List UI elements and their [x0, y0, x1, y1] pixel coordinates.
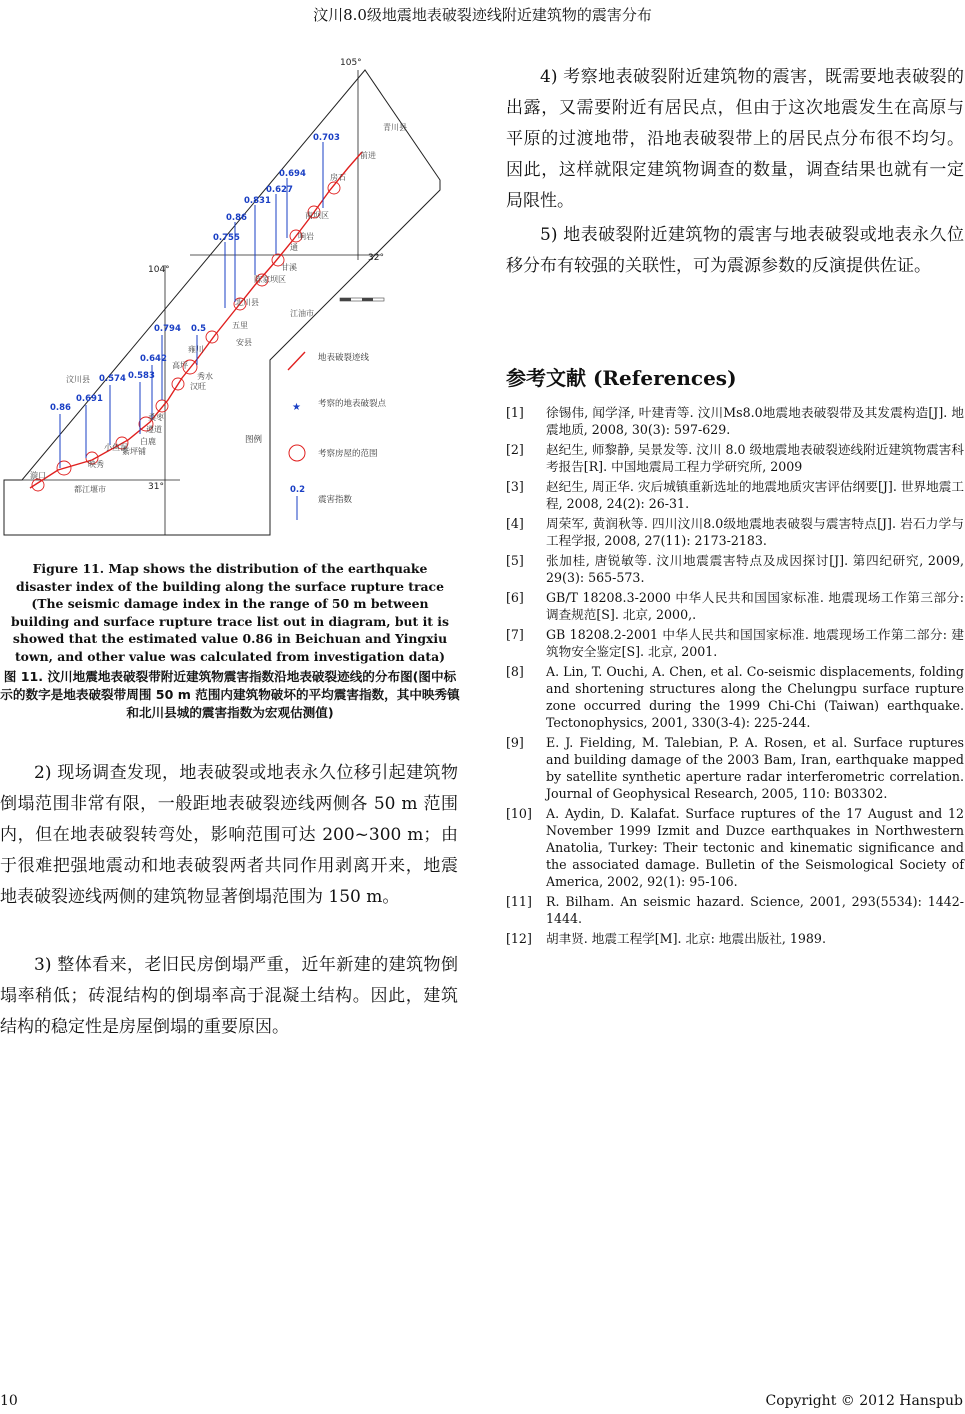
- map-legend: [245, 352, 387, 535]
- reference-item: [9] E. J. Fielding, M. Talebian, P. A. Rosen, et al. Surface ruptures and building damage of the 2003 Bam, Iran, earthquake mapped by satellite synthetic aperture radar interferometric correlation. Journal of Geophysical Research, 2005, 110: B03302.: [506, 735, 964, 801]
- place-label: 紫坪铺: [122, 447, 146, 456]
- map-frame: [4, 70, 440, 535]
- place-label: 甘溪: [281, 263, 297, 272]
- index-value: 0.831: [244, 196, 271, 206]
- legend-title-text: 图例: [245, 435, 263, 445]
- reference-item: [6] GB/T 18208.3-2000 中华人民共和国国家标准. 地震现场工作第三部分: 调查规范[S]. 北京, 2000,.: [506, 590, 964, 622]
- index-value: 0.627: [266, 185, 293, 195]
- place-label: 北川县: [235, 298, 259, 307]
- place-labels: [30, 122, 407, 494]
- rupture-trace: [30, 152, 362, 488]
- place-label: 五里: [232, 321, 248, 330]
- legend-area: 考察房屋的范围: [318, 449, 378, 459]
- coord-104: 104°: [148, 265, 170, 275]
- index-value: 0.755: [213, 233, 240, 243]
- running-head: 汶川8.0级地震地表破裂迹线附近建筑物的震害分布: [313, 6, 652, 24]
- place-label: 秀水: [197, 372, 213, 381]
- reference-item: [8] A. Lin, T. Ouchi, A. Chen, et al. Co-seismic displacements, folding and shortening structures along the Chelungpu surface rupture zone occurred during the 1999 Chi-Chi (Taiwan) earthquake. Tectonophysics, 2001, 330(3-4): 225-244.: [506, 664, 964, 730]
- body-paragraph: 3) 整体看来，老旧民房倒塌严重，近年新建的建筑物倒塌率稍低；砖混结构的倒塌率高于混凝土结构。因此，建筑结构的稳定性是房屋倒塌的重要原因。: [0, 955, 458, 1037]
- index-value: 0.5: [191, 324, 207, 334]
- reference-item: [1] 徐锡伟, 闻学泽, 叶建青等. 汶川Ms8.0地震地表破裂带及其发震构造[J]. 地震地质, 2008, 30(3): 597-629.: [506, 405, 964, 437]
- coord-32: 32°: [368, 253, 384, 263]
- index-value: 0.691: [76, 394, 103, 404]
- index-value: 0.574: [99, 374, 126, 384]
- reference-item: [2] 赵纪生, 师黎静, 吴景发等. 汶川 8.0 级地震地表破裂迹线附近建筑物震害科考报告[R]. 中国地震局工程力学研究所, 2009: [506, 442, 964, 474]
- star-icon: ★: [292, 402, 301, 413]
- place-label: 桑枣: [148, 413, 164, 422]
- place-label: 通: [290, 243, 298, 252]
- references-title: 参考文献 (References): [506, 366, 737, 390]
- place-label: 南坝区: [305, 211, 329, 220]
- reference-item: [3] 赵纪生, 周正华. 灾后城镇重新选址的地震地质灾害评估纲要[J]. 世界地震工程, 2008, 24(2): 26-31.: [506, 479, 964, 511]
- place-label: 小鱼洞: [104, 443, 128, 452]
- reference-item: [12] 胡聿贤. 地震工程学[M]. 北京: 地震出版社, 1989.: [506, 931, 826, 946]
- rupture-map: [0, 40, 460, 545]
- index-value: 0.703: [313, 133, 340, 143]
- place-label: 遵道: [146, 425, 162, 434]
- place-label: 青川县: [383, 123, 407, 132]
- index-value: 0.583: [128, 371, 155, 381]
- scale-bar: [340, 298, 384, 301]
- index-value: 0.642: [140, 354, 167, 364]
- place-label: 江油市: [290, 309, 314, 318]
- coord-31: 31°: [148, 482, 164, 492]
- place-label: 白鹿: [140, 437, 156, 446]
- reference-item: [5] 张加桂, 唐锐敏等. 汶川地震震害特点及成因探讨[J]. 第四纪研究, 2009, 29(3): 565-573.: [506, 553, 964, 585]
- legend-index: 震害指数: [318, 495, 353, 505]
- copyright: Copyright © 2012 Hanspub: [765, 1393, 963, 1409]
- index-value: 0.86: [50, 403, 71, 413]
- place-label: 雍川: [188, 345, 204, 354]
- index-value: 0.794: [154, 324, 181, 334]
- place-label: 前进: [360, 151, 376, 160]
- page-number: 10: [0, 1393, 18, 1409]
- place-label: 汉旺: [190, 382, 206, 391]
- reference-item: [7] GB 18208.2-2001 中华人民共和国国家标准. 地震现场工作第二部分: 建筑物安全鉴定[S]. 北京, 2001.: [506, 627, 964, 659]
- body-paragraph: 2) 现场调查发现，地表破裂或地表永久位移引起建筑物倒塌范围非常有限，一般距地表破裂迹线两侧各 50 m 范围内，但在地表破裂转弯处，影响范围可达 200~300 m；由于很难把强地震动和地表破裂两者共同作用剥离开来，地震地表破裂迹线两侧的建筑物显著倒塌范围为 150 m。: [0, 763, 458, 907]
- references-list: [506, 404, 964, 950]
- legend-sample-value: 0.2: [290, 485, 306, 495]
- place-label: 陈家坝区: [254, 275, 286, 284]
- figure-caption-zh: 图 11. 汶川地震地表破裂带附近建筑物震害指数沿地表破裂迹线的分布图(图中标示的数字是地表破裂带周围 50 m 范围内建筑物破坏的平均震害指数，其中映秀镇和北川县城的震害指数为宏观估测值): [0, 669, 460, 720]
- body-paragraph: 4) 考察地表破裂附近建筑物的震害，既需要地表破裂的出露，又需要附近有居民点，但由于这次地震发生在高原与平原的过渡地带，沿地表破裂带上的居民点分布很不均匀。因此，这样就限定建筑物调查的数量，调查结果也就有一定局限性。: [506, 67, 964, 211]
- coord-105: 105°: [340, 58, 362, 68]
- place-label: 房石: [330, 173, 346, 182]
- place-label: 安县: [236, 338, 252, 347]
- legend-title: [245, 434, 263, 445]
- place-label: 都江堰市: [74, 485, 106, 494]
- place-label: 高坪: [172, 361, 188, 370]
- place-label: 响岩: [298, 232, 314, 241]
- reference-item: [11] R. Bilham. An seismic hazard. Science, 2001, 293(5534): 1442-1444.: [506, 894, 964, 926]
- legend-point: 考察的地表破裂点: [318, 399, 387, 409]
- index-value: 0.694: [279, 169, 306, 179]
- index-value: 0.86: [226, 213, 247, 223]
- place-label: 汶川县: [66, 375, 90, 384]
- figure-caption-en: Figure 11. Map shows the distribution of the earthquake disaster index of the building along the surface rupture trace (The seismic damage index in the range of 50 m between building and surface rupture trace list out in diagram, but it is showed that the estimated value 0.86 in Beichuan and Yingxiu town, and other value was calculated from investigation data): [10, 561, 449, 664]
- place-label: 映秀: [88, 460, 104, 469]
- reference-item: [10] A. Aydin, D. Kalafat. Surface ruptures of the 17 August and 12 November 1999 Izmit and Duzce earthquakes in Northwestern Anatolia, Turkey: Their tectonic and kinematic significance and the associated damage. Bulletin of the Seismological Society of America, 2002, 92(1): 95-106.: [506, 806, 964, 889]
- body-paragraph: 5) 地表破裂附近建筑物的震害与地表破裂或地表永久位移分布有较强的关联性，可为震源参数的反演提供佐证。: [506, 225, 964, 276]
- place-label: 漩口: [30, 471, 46, 480]
- reference-item: [4] 周荣军, 黄润秋等. 四川汶川8.0级地震地表破裂与震害特点[J]. 岩石力学与工程学报, 2008, 27(11): 2173-2183.: [506, 516, 964, 548]
- legend-rupture: 地表破裂迹线: [318, 353, 370, 363]
